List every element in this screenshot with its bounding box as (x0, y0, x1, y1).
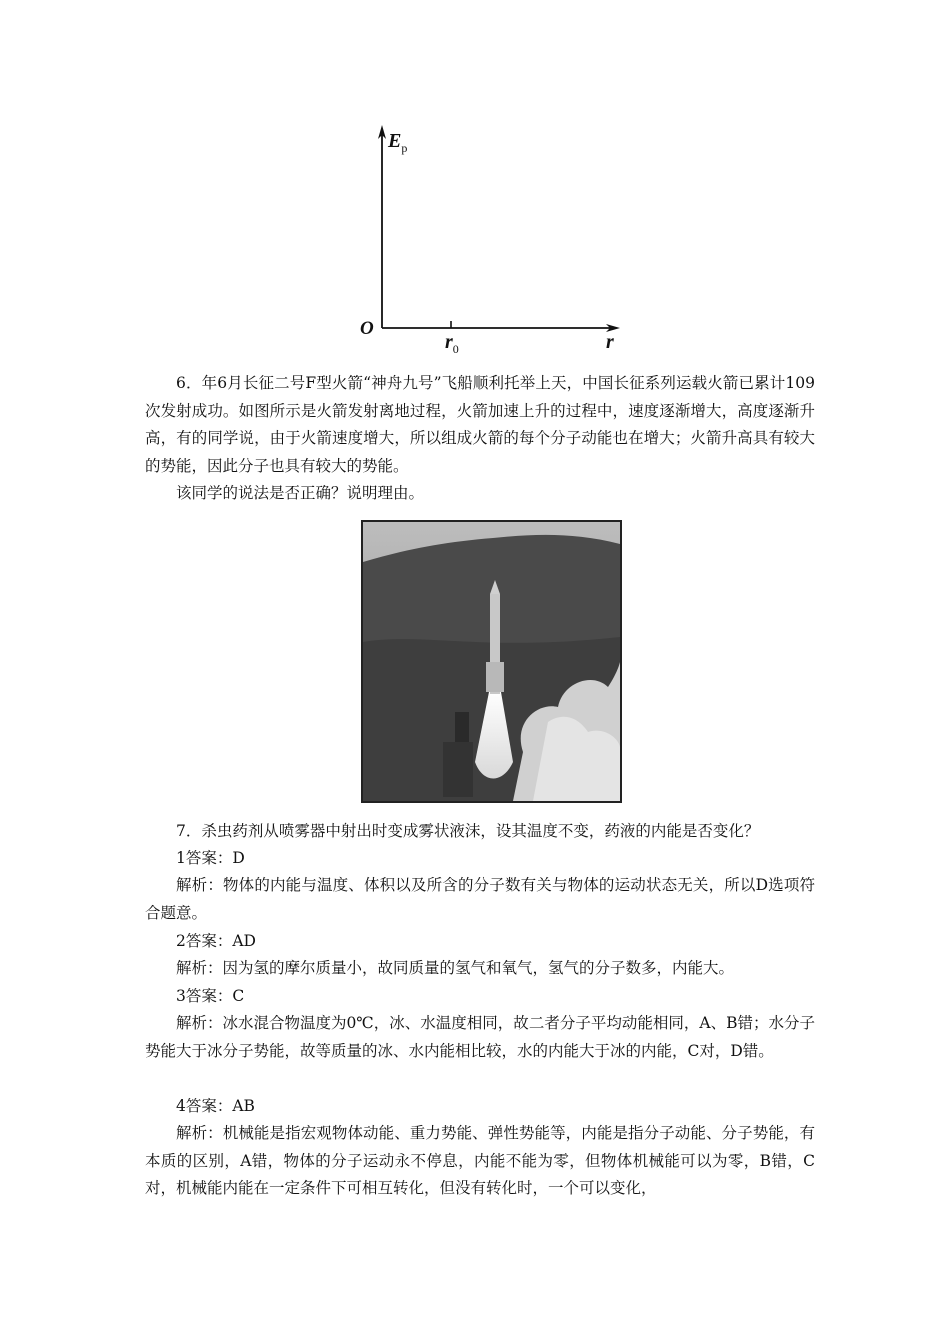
ep-r-graph (350, 115, 640, 365)
question-6-text: 6．年6月长征二号F型火箭“神舟九号”飞船顺利托举上天，中国长征系列运载火箭已累计109次发射成功。如图所示是火箭发射离地过程，火箭加速上升的过程中，速度逐渐增大，高度逐渐升高，有的同学说，由于火箭速度增大，所以组成火箭的每个分子动能也在增大；火箭升高具有较大的势能，因此分子也具有较大的势能。 (145, 374, 815, 475)
question-6-ask: 该同学的说法是否正确？说明理由。 (176, 484, 425, 502)
x-axis-label: r (606, 331, 614, 353)
analysis-2: 解析：因为氢的摩尔质量小，故同质量的氢气和氧气，氢气的分子数多，内能大。 (176, 959, 735, 977)
analysis-4: 解析：机械能是指宏观物体动能、重力势能、弹性势能等，内能是指分子动能、分子势能，有本质的区别，A错，物体的分子运动永不停息，内能不能为零，但物体机械能可以为零，B错，C对，机械能内能在一定条件下可相互转化，但没有转化时，一个可以变化， (145, 1124, 815, 1197)
origin-label: O (360, 318, 374, 339)
rocket-photo-drawing (363, 522, 620, 801)
answer-1: 1答案：D (176, 849, 245, 867)
y-axis-label: $E_p$ (388, 130, 408, 155)
answer-2: 2答案：AD (176, 932, 256, 950)
analysis-3: 解析：冰水混合物温度为0℃，冰、水温度相同，故二者分子平均动能相同，A、B错；水分子势能大于冰分子势能，故等质量的冰、水内能相比较，水的内能大于冰的内能，C对，D错。 (145, 1014, 815, 1060)
question-7-text: 7．杀虫药剂从喷雾器中射出时变成雾状液沫，设其温度不变，药液的内能是否变化？ (176, 822, 760, 840)
answer-3: 3答案：C (176, 987, 245, 1005)
x-tick-label: $r_0$ (445, 331, 459, 356)
answer-4: 4答案：AB (176, 1097, 255, 1115)
rocket-launch-photo (361, 520, 622, 803)
analysis-1: 解析：物体的内能与温度、体积以及所含的分子数有关与物体的运动状态无关，所以D选项符合题意。 (145, 876, 815, 922)
